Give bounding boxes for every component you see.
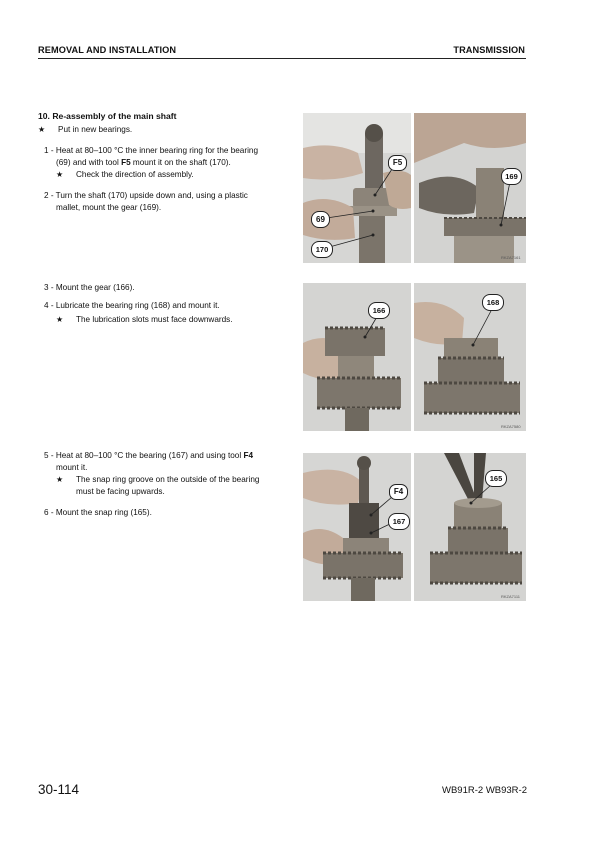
step-5-note — [56, 474, 308, 498]
model-label: WB91R-2 WB93R-2 — [442, 785, 527, 796]
step-4: 4 - Lubricate the bearing ring (168) and mount it. — [44, 301, 220, 310]
callout-169: 169 — [501, 168, 522, 185]
callout-f4: F4 — [389, 484, 408, 500]
figure-1-callouts — [303, 113, 526, 263]
step-5-note-text-1: The snap ring groove on the outside of the bearing — [76, 475, 260, 484]
callout-165: 165 — [485, 470, 507, 487]
step-1-line-1: 1 - Heat at 80–100 °C the inner bearing ring for the bearing — [44, 146, 259, 155]
step-2-line-1: 2 - Turn the shaft (170) upside down and, using a plastic — [44, 191, 248, 200]
step-1-text-a: (69) and with tool — [56, 157, 122, 167]
star-icon: ★ — [38, 125, 46, 134]
step-2-line-2: mallet, mount the gear (169). — [56, 202, 162, 212]
callout-170: 170 — [311, 241, 333, 258]
intro-note-text: Put in new bearings. — [58, 125, 133, 134]
step-1-note-text: Check the direction of assembly. — [76, 170, 194, 179]
header-rule — [38, 58, 526, 59]
step-1-line-2 — [44, 157, 294, 169]
step-5-text-a: 5 - Heat at 80–100 °C the bearing (167) and using tool — [44, 451, 244, 460]
step-5-line-2: mount it. — [56, 462, 88, 472]
figure-1-code: RKZA7161 — [501, 255, 521, 260]
callout-168: 168 — [482, 294, 504, 311]
step-1 — [44, 145, 294, 169]
header-section-title: REMOVAL AND INSTALLATION — [38, 45, 177, 55]
step-4-note — [56, 314, 308, 326]
page-number: 30-114 — [38, 782, 80, 797]
star-icon: ★ — [56, 170, 64, 179]
callout-167: 167 — [388, 513, 410, 530]
callout-69: 69 — [311, 211, 330, 228]
callout-166: 166 — [368, 302, 390, 319]
tool-f4-label: F4 — [243, 451, 254, 460]
step-5 — [44, 450, 294, 474]
star-icon: ★ — [56, 315, 64, 324]
step-6: 6 - Mount the snap ring (165). — [44, 508, 152, 517]
star-icon: ★ — [56, 475, 64, 484]
step-5-line-1 — [44, 450, 294, 462]
step-2 — [44, 190, 294, 214]
step-1-text-c: mount it on the shaft (170). — [130, 157, 231, 167]
intro-note — [38, 124, 132, 136]
figure-2-code: RKZA7580 — [501, 424, 521, 429]
section-title: 10. Re-assembly of the main shaft — [38, 111, 177, 121]
step-1-note — [56, 169, 308, 181]
step-5-note-text-2: must be facing upwards. — [76, 486, 165, 496]
callout-f5: F5 — [388, 155, 407, 171]
figure-3-code: RKZA7111 — [501, 594, 520, 599]
tool-f5-label: F5 — [121, 157, 131, 167]
step-3: 3 - Mount the gear (166). — [44, 283, 135, 292]
step-4-note-text: The lubrication slots must face downwards. — [76, 315, 233, 324]
header-chapter-title: TRANSMISSION — [453, 45, 525, 55]
